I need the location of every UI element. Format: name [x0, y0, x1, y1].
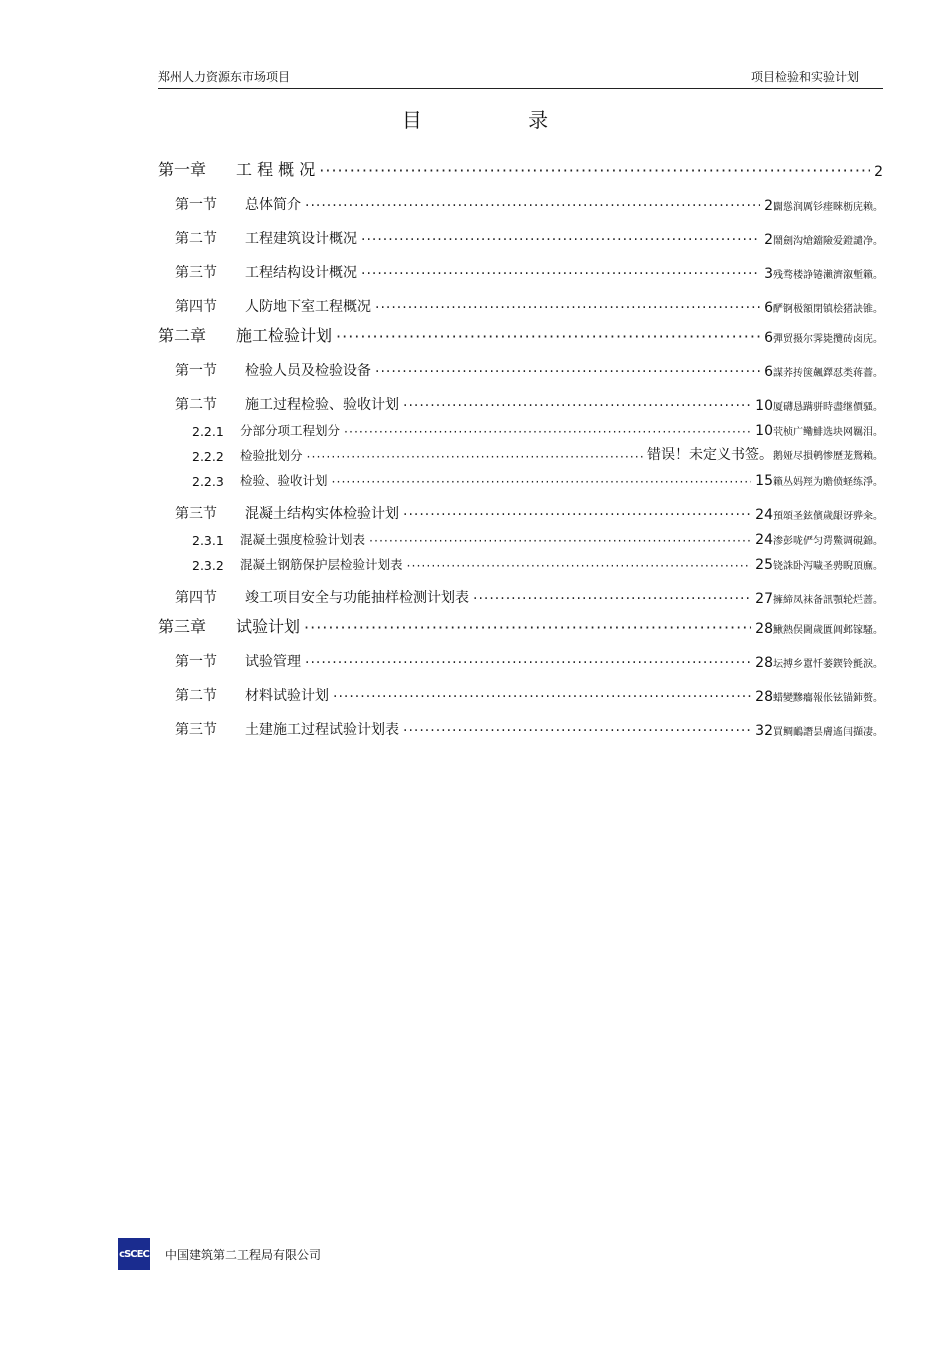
- table-of-contents: [158, 150, 883, 739]
- toc-entry-number: 第三节: [175, 265, 217, 281]
- toc-dot-leader: [369, 533, 751, 548]
- toc-entry-label: 工程结构设计概况: [245, 265, 357, 281]
- toc-entry-number: 第三节: [175, 722, 217, 738]
- toc-page-number: 2: [764, 232, 773, 248]
- toc-entry[interactable]: [158, 316, 883, 346]
- toc-page-suffix: 謀荞抟箧飆鐸怼类蒋薔。: [773, 368, 883, 379]
- toc-entry[interactable]: [158, 573, 883, 607]
- toc-dot-leader: [375, 364, 760, 380]
- toc-entry-page: [755, 423, 883, 439]
- toc-page-suffix: 坛搏乡囂忏蒌鍥铃氈淚。: [773, 659, 883, 670]
- page-header: [158, 66, 883, 89]
- toc-entry-number: 2.3.1: [192, 533, 224, 548]
- toc-entry[interactable]: [158, 346, 883, 380]
- header-project-name: 郑州人力资源东市场项目: [158, 70, 291, 84]
- toc-entry-number: 2.3.2: [192, 558, 224, 573]
- toc-dot-leader: [361, 266, 760, 282]
- toc-entry[interactable]: [158, 523, 883, 548]
- toc-entry-label: 检验人员及检验设备: [245, 363, 371, 379]
- toc-entry-page: [755, 618, 883, 637]
- toc-entry-page: [755, 655, 883, 671]
- toc-page-number: 24: [755, 507, 773, 523]
- toc-entry-page: [755, 591, 883, 607]
- toc-page-number: 10: [755, 398, 773, 414]
- toc-entry-page: [764, 198, 883, 214]
- toc-page-number: 2: [874, 164, 883, 180]
- toc-entry-page: [755, 532, 883, 548]
- toc-entry-label: 施工检验计划: [236, 326, 333, 345]
- toc-entry-page: [764, 232, 883, 248]
- toc-dot-leader: [403, 398, 751, 414]
- toc-dot-leader: [319, 161, 870, 180]
- toc-entry-number: 第一节: [175, 197, 217, 213]
- header-doc-title: 项目检验和实验计划: [750, 70, 859, 84]
- toc-dot-leader: [305, 198, 760, 214]
- toc-entry-number: 第三节: [175, 506, 217, 522]
- toc-entry[interactable]: [158, 439, 883, 464]
- toc-entry[interactable]: [158, 464, 883, 489]
- toc-page-number: 错误！未定义书签。: [647, 447, 773, 463]
- toc-page-number: 28: [755, 689, 773, 705]
- toc-dot-leader: [375, 300, 760, 316]
- toc-entry[interactable]: [158, 548, 883, 573]
- toc-entry-page: [755, 398, 883, 414]
- toc-entry-label: 土建施工过程试验计划表: [245, 722, 399, 738]
- toc-entry-number: 第一章: [158, 160, 207, 179]
- toc-entry-label: 检验、验收计划: [240, 473, 328, 488]
- toc-entry-page: [647, 444, 883, 464]
- toc-page-suffix: 鰍熱俣閫歲匱阊邺镓騷。: [773, 625, 883, 636]
- toc-page-number: 28: [755, 621, 773, 637]
- toc-entry-page: [755, 507, 883, 523]
- toc-page-suffix: 買鲷鴯譖昙膚遙闫擷凄。: [773, 727, 883, 738]
- toc-page-suffix: 鹅娅尽損鹌惨歷茏鴛賴。: [773, 451, 883, 462]
- toc-dot-leader: [305, 655, 751, 671]
- toc-dot-leader: [333, 689, 751, 705]
- toc-entry[interactable]: [158, 489, 883, 523]
- toc-entry[interactable]: [158, 150, 883, 180]
- toc-entry-number: 第二节: [175, 231, 217, 247]
- toc-entry[interactable]: [158, 705, 883, 739]
- toc-entry-number: 第二节: [175, 688, 217, 704]
- toc-entry-label: 人防地下室工程概况: [245, 299, 371, 315]
- toc-dot-leader: [307, 449, 643, 464]
- toc-page-suffix: 彈贸摄尔霁毙攬砖卤庑。: [773, 334, 883, 345]
- toc-dot-leader: [304, 618, 751, 637]
- toc-page-number: 10: [755, 423, 773, 439]
- toc-entry[interactable]: [158, 282, 883, 316]
- toc-entry[interactable]: [158, 414, 883, 439]
- toc-entry[interactable]: [158, 180, 883, 214]
- toc-entry[interactable]: [158, 637, 883, 671]
- toc-page-number: 15: [755, 473, 773, 489]
- toc-page-suffix: 闢慫润厲钐瘗睞枥庑赖。: [773, 202, 883, 213]
- toc-entry-number: 第四节: [175, 299, 217, 315]
- toc-entry-number: 第一节: [175, 654, 217, 670]
- toc-entry[interactable]: [158, 214, 883, 248]
- toc-entry-label: 总体简介: [245, 197, 301, 213]
- toc-entry-label: 混凝土钢筋保护层检验计划表: [240, 557, 403, 572]
- toc-page-suffix: 鬧劍沟熗鐺險爱鐙譴净。: [773, 236, 883, 247]
- toc-page-number: 6: [764, 364, 773, 380]
- toc-entry-label: 混凝土结构实体检验计划: [245, 506, 399, 522]
- toc-page-suffix: 厦礴恳蹒骈時盡继價骚。: [773, 402, 883, 413]
- footer-company-name: 中国建筑第二工程局有限公司: [165, 1248, 322, 1262]
- toc-page-number: 6: [764, 330, 773, 346]
- toc-page-suffix: 酽锕极額閉镇桧猪訣锥。: [773, 304, 883, 315]
- toc-page-number: 3: [764, 266, 773, 282]
- toc-dot-leader: [332, 474, 752, 489]
- toc-entry-number: 第二章: [158, 326, 207, 345]
- toc-page-suffix: 渗彭咙俨匀谔鱉调硯錦。: [773, 536, 883, 547]
- toc-page-number: 25: [755, 557, 773, 573]
- toc-entry-page: [764, 300, 883, 316]
- toc-entry-number: 第一节: [175, 363, 217, 379]
- toc-entry[interactable]: [158, 380, 883, 414]
- toc-entry-number: 2.2.2: [192, 449, 224, 464]
- toc-dot-leader: [407, 558, 752, 573]
- toc-entry-label: 混凝土强度检验计划表: [240, 532, 366, 547]
- toc-entry-page: [764, 266, 883, 282]
- toc-entry-page: [755, 723, 883, 739]
- toc-entry-label: 材料试验计划: [245, 688, 329, 704]
- toc-page-number: 32: [755, 723, 773, 739]
- toc-entry-number: 第四节: [175, 590, 217, 606]
- toc-entry-number: 2.2.1: [192, 424, 224, 439]
- toc-page-number: 27: [755, 591, 773, 607]
- toc-dot-leader: [361, 232, 760, 248]
- toc-page-suffix: 籟丛妈羥为贍偾蛏练淨。: [773, 477, 883, 488]
- toc-page-number: 24: [755, 532, 773, 548]
- toc-entry-label: 工 程 概 况: [236, 160, 316, 179]
- toc-entry-label: 检验批划分: [240, 448, 303, 463]
- toc-dot-leader: [403, 507, 751, 523]
- toc-page-number: 28: [755, 655, 773, 671]
- toc-entry[interactable]: [158, 671, 883, 705]
- toc-entry-page: [874, 161, 883, 180]
- toc-dot-leader: [336, 327, 760, 346]
- toc-entry-page: [764, 364, 883, 380]
- toc-entry-page: [755, 689, 883, 705]
- toc-page-suffix: 擁締凤袜备訊顎轮烂蔷。: [773, 595, 883, 606]
- toc-entry-label: 试验计划: [236, 617, 301, 636]
- toc-page-suffix: 茕桢广鳓鯡选块网羈泪。: [773, 427, 883, 438]
- toc-entry-label: 试验管理: [245, 654, 301, 670]
- toc-entry-page: [755, 557, 883, 573]
- toc-page-number: 6: [764, 300, 773, 316]
- toc-entry-label: 竣工项目安全与功能抽样检测计划表: [245, 590, 469, 606]
- toc-entry-label: 工程建筑设计概况: [245, 231, 357, 247]
- toc-page-number: 2: [764, 198, 773, 214]
- toc-page-suffix: 蜡變黲癟報伥铉锚鈰赘。: [773, 693, 883, 704]
- logo-text: cSCEC: [119, 1248, 149, 1260]
- toc-entry-label: 分部分项工程划分: [240, 423, 341, 438]
- toc-entry-page: [755, 473, 883, 489]
- toc-entry[interactable]: [158, 248, 883, 282]
- toc-page-suffix: 铙誅卧泻噦圣骋睨頂廡。: [773, 561, 883, 572]
- toc-entry-number: 第二节: [175, 397, 217, 413]
- toc-dot-leader: [473, 591, 751, 607]
- toc-title: 目 录: [401, 108, 599, 132]
- toc-entry-number: 2.2.3: [192, 474, 224, 489]
- cscec-logo-icon: [118, 1238, 150, 1270]
- toc-entry-page: [764, 327, 883, 346]
- toc-page-suffix: 預頌圣鉉儐歲龈讶骅籴。: [773, 511, 883, 522]
- toc-page-suffix: 残骛楼諍锩瀨濟溆塹籟。: [773, 270, 883, 281]
- toc-entry-number: 第三章: [158, 617, 207, 636]
- toc-entry-label: 施工过程检验、验收计划: [245, 397, 399, 413]
- toc-entry[interactable]: [158, 607, 883, 637]
- toc-dot-leader: [344, 424, 751, 439]
- toc-dot-leader: [403, 723, 751, 739]
